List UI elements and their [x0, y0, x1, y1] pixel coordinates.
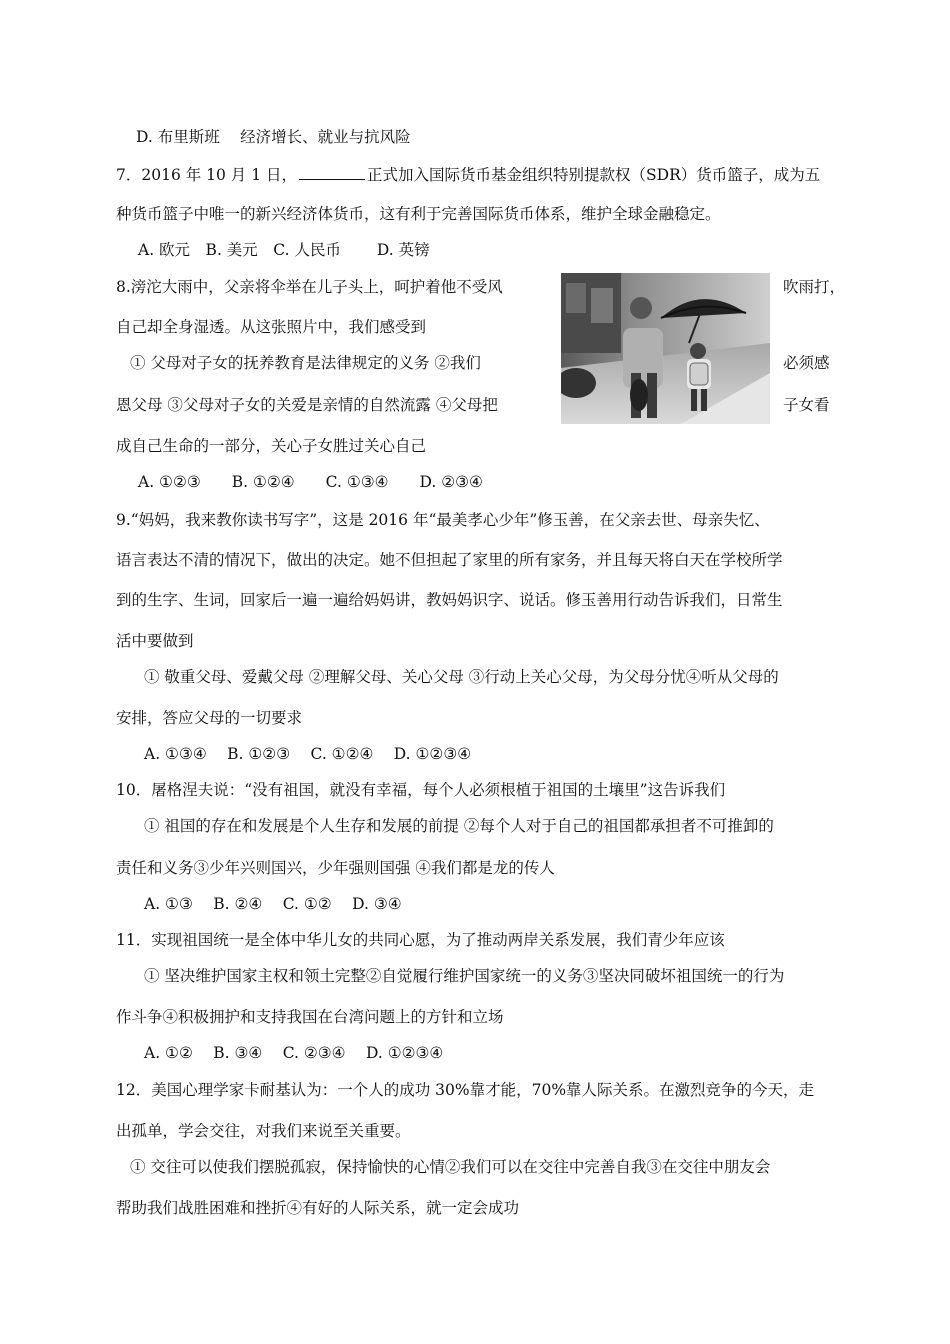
q10-line1: 10．屠格涅夫说：“没有祖国，就没有幸福，每个人必须根植于祖国的土壤里”这告诉我们 [116, 781, 726, 799]
q7-answer-blank [299, 163, 365, 180]
q9-line1: 9.“妈妈，我来教你读书写字”，这是 2016 年“最美孝心少年”修玉善，在父亲去世、母亲失忆、 [116, 511, 770, 529]
q7-text-before-blank: 7．2016 年 10 月 1 日， [116, 166, 298, 184]
q8-line1b: 吹雨打， [783, 278, 846, 296]
q8-line2: 自己却全身湿透。从这张照片中，我们感受到 [116, 318, 427, 336]
q11-options: A. ①② B. ③④ C. ②③④ D. ①②③④ [144, 1044, 444, 1062]
q7-line1 [116, 163, 820, 185]
father-umbrella-photo [561, 273, 770, 424]
q12-line1: 12．美国心理学家卡耐基认为：一个人的成功 30%靠才能，70%靠人际关系。在激烈竞争的今天，走 [116, 1081, 815, 1099]
q8-line4a: 恩父母 ③父母对子女的关爱是亲情的自然流露 ④父母把 [116, 396, 498, 414]
q11-line2: ① 坚决维护国家主权和领土完整②自觉履行维护国家统一的义务③坚决同破坏祖国统一的行为 [144, 967, 785, 985]
q8-options: A. ①②③ B. ①②④ C. ①③④ D. ②③④ [138, 473, 483, 491]
q7-text-after-blank: 正式加入国际货币基金组织特别提款权（SDR）货币篮子，成为五 [367, 166, 821, 184]
q10-line2: ① 祖国的存在和发展是个人生存和发展的前提 ②每个人对于自己的祖国都承担者不可推卸的 [144, 817, 774, 835]
q8-line3b: 必须感 [783, 354, 830, 372]
q8-line1a: 8.滂沱大雨中，父亲将伞举在儿子头上，呵护着他不受风 [116, 278, 503, 296]
q9-line3: 到的生字、生词，回家后一遍一遍给妈妈讲，教妈妈识字、说话。修玉善用行动告诉我们，日常生 [116, 591, 783, 609]
q9-line4: 活中要做到 [116, 632, 194, 650]
q9-line6: 安排，答应父母的一切要求 [116, 709, 303, 727]
q7-line2: 种货币篮子中唯一的新兴经济体货币，这有利于完善国际货币体系，维护全球金融稳定。 [116, 205, 721, 223]
q8-photo [561, 273, 770, 424]
q9-line2: 语言表达不清的情况下，做出的决定。她不但担起了家里的所有家务，并且每天将白天在学校所学 [116, 551, 783, 569]
q12-line4: 帮助我们战胜困难和挫折④有好的人际关系，就一定会成功 [116, 1199, 520, 1217]
q8-line3a: ① 父母对子女的抚养教育是法律规定的义务 ②我们 [130, 354, 481, 372]
q9-line5: ① 敬重父母、爱戴父母 ②理解父母、关心父母 ③行动上关心父母，为父母分忧④听从父母的 [144, 668, 779, 686]
q8-line5: 成自己生命的一部分，关心子女胜过关心自己 [116, 437, 427, 455]
q11-line3: 作斗争④积极拥护和支持我国在台湾问题上的方针和立场 [116, 1008, 504, 1026]
q8-line4b: 子女看 [783, 396, 830, 414]
q12-line3: ① 交往可以使我们摆脱孤寂，保持愉快的心情②我们可以在交往中完善自我③在交往中朋友会 [130, 1158, 771, 1176]
q12-line2: 出孤单，学会交往，对我们来说至关重要。 [116, 1122, 411, 1140]
q11-line1: 11．实现祖国统一是全体中华儿女的共同心愿，为了推动两岸关系发展，我们青少年应该 [116, 931, 725, 949]
q6-option-d: D. 布里斯班 经济增长、就业与抗风险 [136, 128, 411, 146]
q9-options: A. ①③④ B. ①②③ C. ①②④ D. ①②③④ [144, 745, 472, 763]
q10-options: A. ①③ B. ②④ C. ①② D. ③④ [144, 895, 402, 913]
q10-line3: 责任和义务③少年兴则国兴，少年强则国强 ④我们都是龙的传人 [116, 859, 555, 877]
q7-options: A. 欧元 B. 美元 C. 人民币 D. 英镑 [138, 241, 430, 259]
